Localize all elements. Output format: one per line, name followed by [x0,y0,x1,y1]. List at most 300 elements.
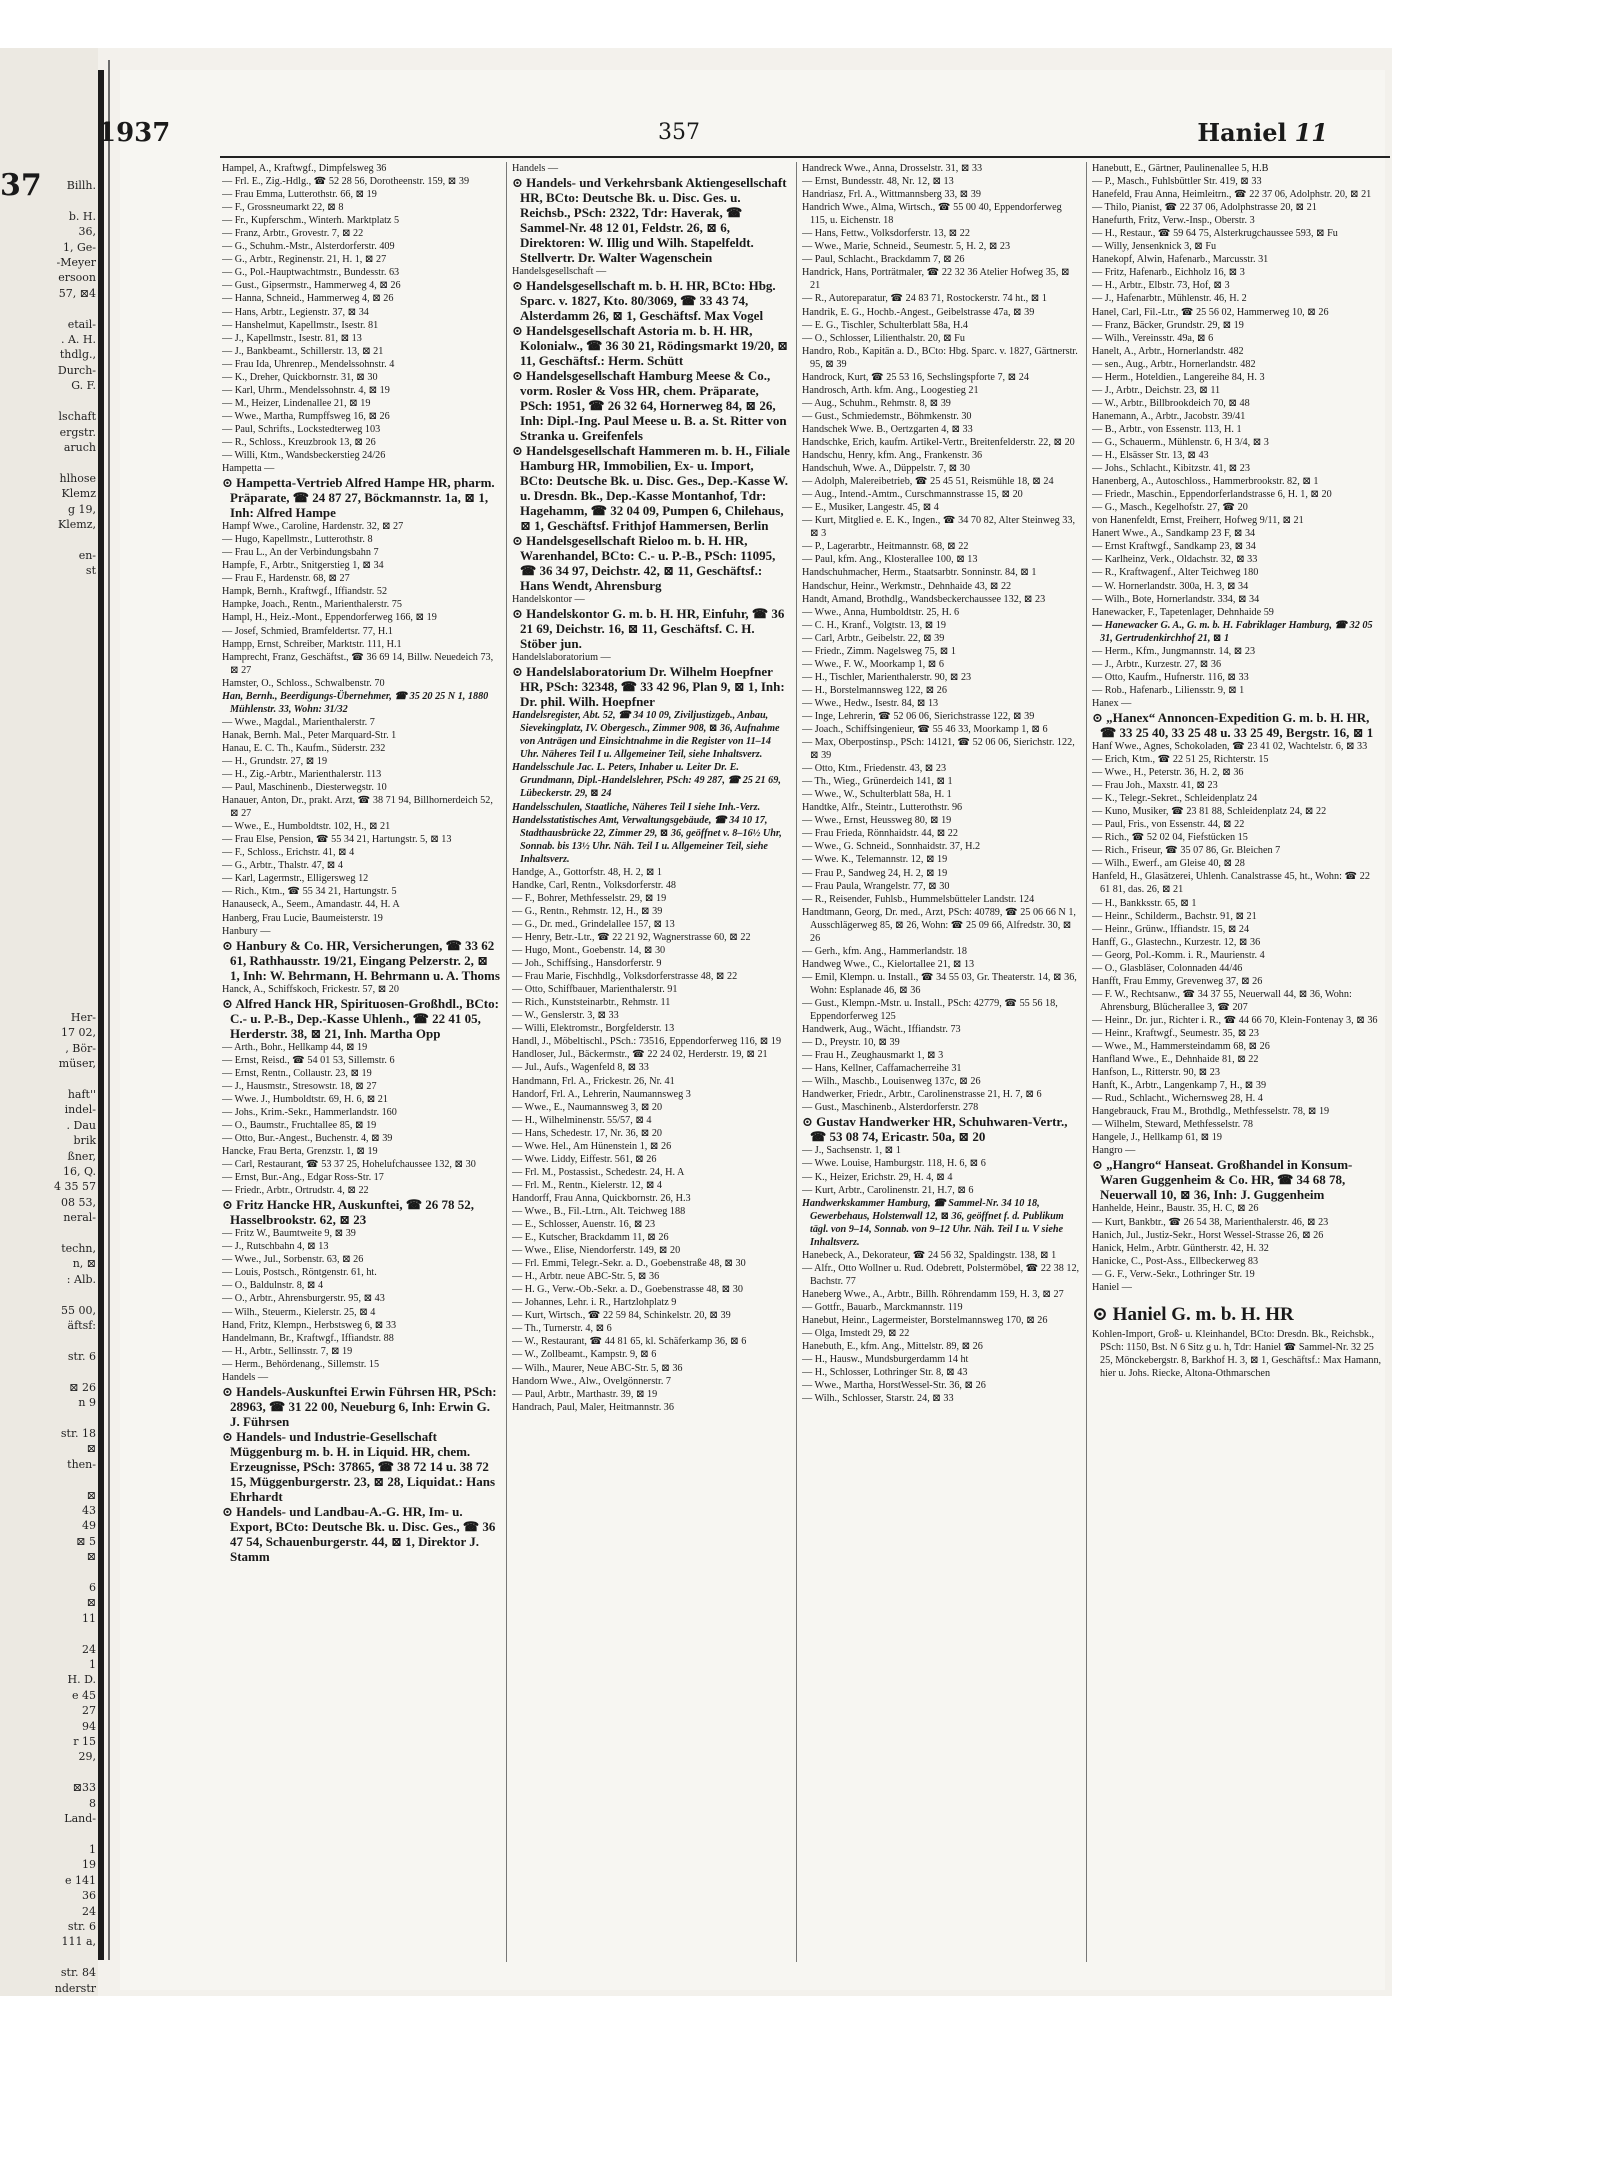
directory-entry: von Hanenfeldt, Ernst, Freiherr, Hofweg 9/11, ⊠ 21 [1092,515,1304,527]
directory-entry: — Kurt, Wirtsch., ☎ 22 59 84, Schinkelstr. 20, ⊠ 39 [512,1310,731,1322]
directory-entry: Hanekopf, Alwin, Hafenarb., Marcusstr. 31 [1092,254,1269,266]
header-range [1197,118,1328,147]
directory-entry: — H., Wilhelminenstr. 55/57, ⊠ 4 [512,1114,652,1126]
directory-entry: — J., Arbtr., Deichstr. 23, ⊠ 11 [1092,384,1221,396]
directory-entry: Hanebut, Heinr., Lagermeister, Borstelmannsweg 170, ⊠ 26 [802,1315,1048,1327]
directory-entry: — Franz, Arbtr., Grovestr. 7, ⊠ 22 [222,228,364,240]
directory-entry: — Henry, Betr.-Ltr., ☎ 22 21 92, Wagnerstrasse 60, ⊠ 22 [512,931,751,943]
directory-entry: Handelslaboratorium — [512,652,611,664]
directory-entry: ⊙ Gustav Handwerker HR, Schuhwaren-Vertr., ☎ 53 08 74, Ericastr. 50a, ⊠ 20 [802,1114,1068,1145]
directory-entry: Handelsgesellschaft — [512,266,607,278]
directory-entry: — E. G., Tischler, Schulterblatt 58a, H.4 [802,319,968,331]
directory-entry: Hanak, Bernh. Mal., Peter Marquard-Str. 1 [222,729,397,741]
directory-entry: — Carl, Restaurant, ☎ 53 37 25, Hohelufchaussee 132, ⊠ 30 [222,1159,476,1171]
directory-entry: — Wwe., E., Humboldtstr. 102, H., ⊠ 21 [222,821,391,833]
directory-entry: Handrach, Paul, Maler, Heitmannstr. 36 [512,1401,674,1413]
directory-entry: ⊙ Hanbury & Co. HR, Versicherungen, ☎ 33 62 61, Rathhausstr. 19/21, Eingang Pelzerstr. 2, ⊠ 1, Inh: W. Behrmann, H. Behrmann u. A. Thoms [222,937,500,983]
directory-entry: — Thilo, Pianist, ☎ 22 37 06, Adolphstrasse 20, ⊠ 21 [1092,202,1317,214]
directory-entry: — Ernst, Bur.-Ang., Edgar Ross-Str. 17 [222,1172,384,1184]
directory-entry: Handt, Amand, Brothdlg., Wandsbeckerchaussee 132, ⊠ 23 [802,593,1046,605]
directory-entry: — Frau Else, Pension, ☎ 55 34 21, Hartungstr. 5, ⊠ 13 [222,834,452,846]
directory-entry: — Georg, Pol.-Komm. i. R., Maurienstr. 4 [1092,949,1265,961]
directory-entry: Hampk, Bernh., Kraftwgf., Iffiandstr. 52 [222,586,388,598]
directory-entry: — G., Schauerm., Mühlenstr. 6, H 3/4, ⊠ 3 [1092,436,1269,448]
directory-entry: — Paul, Schrifts., Lockstedterweg 103 [222,423,381,435]
directory-entry: Handrock, Kurt, ☎ 25 53 16, Sechslingspforte 7, ⊠ 24 [802,371,1029,383]
directory-entry: — H., Zig.-Arbtr., Marienthalerstr. 113 [222,769,382,781]
directory-entry: — Gust., Schmiedemstr., Böhmkenstr. 30 [802,410,972,422]
header-range-word: Haniel [1197,118,1287,147]
directory-entry: — H., Grundstr. 27, ⊠ 19 [222,755,328,767]
directory-entry: — Ernst Kraftwgf., Sandkamp 23, ⊠ 34 [1092,541,1256,553]
directory-entry: ⊙ Handels- und Industrie-Gesellschaft Müggenburg m. b. H. in Liquid. HR, chem. Erzeugnisse, PSch: 37865, ☎ 38 72 14 u. 38 72 15, Müggenburgerstr. 23, ⊠ 28, Liquidat.: Hans Ehrhardt [222,1428,496,1504]
directory-entry: — F., Schloss., Erichstr. 41, ⊠ 4 [222,847,355,859]
directory-entry: — Kuno, Musiker, ☎ 23 81 88, Schleidenplatz 24, ⊠ 22 [1092,806,1327,818]
directory-entry: Handelmann, Br., Kraftwgf., Iffiandstr. 88 [222,1332,394,1344]
directory-entry: Hanfft, Frau Emmy, Grevenweg 37, ⊠ 26 [1092,975,1263,987]
directory-entry: — H., Borstelmannsweg 122, ⊠ 26 [802,684,947,696]
left-gutter-previous-page [0,48,98,1996]
directory-entry: — J., Hafenarbtr., Mühlenstr. 46, H. 2 [1092,293,1247,305]
directory-entry: — M., Heizer, Lindenallee 21, ⊠ 19 [222,397,371,409]
directory-entry: — Louis, Postsch., Röntgenstr. 61, ht. [222,1267,377,1279]
directory-entry: — W., Restaurant, ☎ 44 81 65, kl. Schäferkamp 36, ⊠ 6 [512,1336,747,1348]
directory-entry: — Hugo, Mont., Goebenstr. 14, ⊠ 30 [512,945,666,957]
directory-entry: — Aug., Schuhm., Rehmstr. 8, ⊠ 39 [802,397,951,409]
directory-entry: — Wilh., Schlosser, Starstr. 24, ⊠ 33 [802,1393,954,1405]
directory-entry: — J., Rutschbahn 4, ⊠ 13 [222,1241,329,1253]
directory-entry: Handelsschulen, Staatliche, Näheres Teil I siehe Inh.-Verz. [512,801,761,813]
directory-entry: — Hans, Fettw., Volksdorferstr. 13, ⊠ 22 [802,228,970,240]
directory-entry: ⊙ Haniel G. m. b. H. HR [1092,1303,1294,1325]
directory-entry: — Ernst, Reisd., ☎ 54 01 53, Sillemstr. 6 [222,1054,395,1066]
directory-entry: Hanefeld, Frau Anna, Heimleitrn., ☎ 22 37 06, Adolphstr. 20, ⊠ 21 [1092,189,1372,201]
directory-entry: Hampetta — [222,463,275,475]
directory-entry: — H., Tischler, Marienthalerstr. 90, ⊠ 23 [802,671,972,683]
directory-entry: — Frau Marie, Fischhdlg., Volksdorferstrasse 48, ⊠ 22 [512,971,738,983]
directory-entry: Hanbury — [222,925,271,937]
directory-entry: — Wwe., Anna, Humboldtstr. 25, H. 6 [802,606,960,618]
directory-entry: — O., Schlosser, Lilienthalstr. 20, ⊠ Fu [802,332,965,344]
directory-entry: — Wwe. Louise, Hamburgstr. 118, H. 6, ⊠ 6 [802,1158,986,1170]
directory-entry: — Carl, Arbtr., Geibelstr. 22, ⊠ 39 [802,632,945,644]
directory-entry: — Frau Paula, Wrangelstr. 77, ⊠ 30 [802,880,950,892]
directory-entry: — J., Hausmstr., Stresowstr. 18, ⊠ 27 [222,1080,377,1092]
directory-entry: — Frau Ida, Uhrenrep., Mendelssohnstr. 4 [222,358,395,370]
directory-entry: — Arth., Bohr., Hellkamp 44, ⊠ 19 [222,1041,368,1053]
directory-entry: — H., Schlosser, Lothringer Str. 8, ⊠ 43 [802,1367,968,1379]
directory-entry: Hamster, O., Schloss., Schwalbenstr. 70 [222,677,385,689]
directory-entry: Hanhelde, Heinr., Baustr. 35, H. C, ⊠ 26 [1092,1203,1259,1215]
directory-entry: Hanert Wwe., A., Sandkamp 23 F, ⊠ 34 [1092,528,1256,540]
directory-entry: — Paul, Fris., von Essenstr. 44, ⊠ 22 [1092,819,1245,831]
directory-entry: Hanel, Carl, Fil.-Ltr., ☎ 25 56 02, Hammerweg 10, ⊠ 26 [1092,306,1329,318]
directory-entry: Handweg Wwe., C., Kielortallee 21, ⊠ 13 [802,958,975,970]
directory-entry: Hand, Fritz, Klempn., Herbstsweg 6, ⊠ 33 [222,1319,397,1331]
directory-entry: Handschur, Heinr., Werkmstr., Dehnhaide 43, ⊠ 22 [802,580,1012,592]
directory-column-2 [512,162,790,1972]
directory-entry: Hampel, A., Kraftwgf., Dimpfelsweg 36 [222,163,387,174]
directory-entry: Handelsschule Jac. L. Peters, Inhaber u. Leiter Dr. E. Grundmann, Dipl.-Handelslehrer, PSch: 49 287, ☎ 25 21 69, Lübeckerstr. 29, ⊠ 24 [512,762,781,800]
directory-entry: Handelskontor — [512,594,585,606]
directory-entry: — Frl. Emmi, Telegr.-Sekr. a. D., Goebenstraße 48, ⊠ 30 [512,1258,746,1270]
directory-entry: — H., Hausw., Mundsburgerdamm 14 ht [802,1354,969,1366]
header-year: 1937 [98,118,171,148]
directory-entry: — R., Autoreparatur, ☎ 24 83 71, Rostockerstr. 74 ht., ⊠ 1 [802,293,1047,305]
directory-entry: Hanberg, Frau Lucie, Baumeisterstr. 19 [222,912,383,924]
directory-entry: — Wwe., Jul., Sorbenstr. 63, ⊠ 26 [222,1254,364,1266]
directory-entry: Hanefurth, Fritz, Verw.-Insp., Oberstr. 3 [1092,215,1255,227]
directory-entry: ⊙ Handels-Auskunftei Erwin Führsen HR, PSch: 28963, ☎ 31 22 00, Neueburg 6, Inh: Erwin G. J. Führsen [222,1383,497,1429]
directory-entry: Handschek Wwe. B., Oertzgarten 4, ⊠ 33 [802,423,973,435]
directory-entry: — Rich., Ktm., ☎ 55 34 21, Hartungstr. 5 [222,886,397,898]
directory-entry: — Paul, Arbtr., Marthastr. 39, ⊠ 19 [512,1388,658,1400]
directory-entry: — H., Restaur., ☎ 59 64 75, Alsterkrugchaussee 593, ⊠ Fu [1092,228,1338,240]
directory-entry: Handriasz, Frl. A., Wittmannsberg 33, ⊠ 39 [802,189,981,201]
directory-entry: — Gerh., kfm. Ang., Hammerlandstr. 18 [802,945,967,957]
gutter-page-fragment: 37 [0,168,42,203]
directory-entry: Hanft, K., Arbtr., Langenkamp 7, H., ⊠ 39 [1092,1080,1267,1092]
directory-entry: — Frau Emma, Lutterothstr. 66, ⊠ 19 [222,189,377,201]
directory-entry: — Heinr., Grünw., Iffiandstr. 15, ⊠ 24 [1092,923,1250,935]
directory-entry: ⊙ Handelslaboratorium Dr. Wilhelm Hoepfner HR, PSch: 32348, ☎ 33 42 96, Plan 9, ⊠ 1, Inh: Dr. phil. Wilh. Hoepfner [512,664,785,710]
directory-entry: Hanfeld, H., Glasätzerei, Uhlenh. Canalstrasse 45, ht., Wohn: ☎ 22 61 81, das. 26, ⊠ 21 [1092,871,1370,896]
directory-entry: Hanex — [1092,697,1132,709]
directory-column-4 [1092,162,1382,1972]
directory-entry: — Frau F., Hardenstr. 68, ⊠ 27 [222,573,350,585]
directory-entry: ⊙ Handelsgesellschaft m. b. H. HR, BCto: Hbg. Sparc. v. 1827, Kto. 80/3069, ☎ 33 43 74, Alsterdamm 26, ⊠ 1, Geschäftsf. Max Vogel [512,278,776,324]
directory-entry: — Wwe., W., Schulterblatt 58a, H. 1 [802,789,952,801]
directory-entry: — Fritz W., Baumtweite 9, ⊠ 39 [222,1228,356,1240]
directory-entry: Handro, Rob., Kapitän a. D., BCto: Hbg. Sparc. v. 1827, Gärtnerstr. 95, ⊠ 39 [802,345,1078,370]
column-divider [796,162,797,1962]
directory-entry: Hanauer, Anton, Dr., prakt. Arzt, ☎ 38 71 94, Billhornerdeich 52, ⊠ 27 [222,795,493,820]
directory-entry: — K., Heizer, Erichstr. 29, H. 4, ⊠ 4 [802,1171,953,1183]
directory-entry: — Frau P., Sandweg 24, H. 2, ⊠ 19 [802,867,948,879]
directory-entry: — Kurt, Bankbtr., ☎ 26 54 38, Marienthalerstr. 46, ⊠ 23 [1092,1216,1329,1228]
directory-entry: — P., Masch., Fuhlsbüttler Str. 419, ⊠ 33 [1092,176,1262,188]
directory-entry: — Wwe., F. W., Moorkamp 1, ⊠ 6 [802,658,944,670]
directory-column-3 [802,162,1080,1972]
directory-entry: — Wwe., Ernst, Heussweg 80, ⊠ 19 [802,815,952,827]
directory-entry: — Heinr., Schilderm., Bachstr. 91, ⊠ 21 [1092,910,1257,922]
directory-entry: — Friedr., Arbtr., Ortrudstr. 4, ⊠ 22 [222,1185,369,1197]
directory-entry: — E., Kutscher, Brackdamm 11, ⊠ 26 [512,1232,669,1244]
directory-entry: — G., Arbtr., Reginenstr. 21, H. 1, ⊠ 27 [222,254,387,266]
directory-entry: — E., Musiker, Langestr. 45, ⊠ 4 [802,502,939,514]
directory-entry: — B., Arbtr., von Essenstr. 113, H. 1 [1092,423,1242,435]
directory-entry: — Jul., Aufs., Wagenfeld 8, ⊠ 33 [512,1062,649,1074]
directory-entry: — Wwe., B., Fil.-Ltrn., Alt. Teichweg 188 [512,1205,686,1217]
directory-entry: Hanck, A., Schiffskoch, Frickestr. 57, ⊠ 20 [222,983,399,995]
directory-entry: — Wilh., Maschb., Louisenweg 137c, ⊠ 26 [802,1076,981,1088]
directory-entry: — Rich., Kunststeinarbtr., Rehmstr. 11 [512,997,671,1009]
directory-entry: — Wwe., Magdal., Marienthalerstr. 7 [222,716,375,728]
directory-entry: — Wwe., E., Naumannsweg 3, ⊠ 20 [512,1101,663,1113]
directory-entry: Hanelt, A., Arbtr., Hornerlandstr. 482 [1092,345,1244,357]
directory-entry: — H., Elsässer Str. 13, ⊠ 43 [1092,450,1209,462]
directory-entry: — Frau L., An der Verbindungsbahn 7 [222,547,379,559]
directory-entry: — Th., Turnerstr. 4, ⊠ 6 [512,1323,612,1335]
directory-entry: — Paul, Schlacht., Brackdamm 7, ⊠ 26 [802,254,965,266]
directory-entry: — G., Masch., Kegelhofstr. 27, ☎ 20 [1092,502,1248,514]
directory-entry: — Otto, Bur.-Angest., Buchenstr. 4, ⊠ 39 [222,1133,393,1144]
directory-entry: — Wwe., Martha, HorstWessel-Str. 36, ⊠ 26 [802,1380,986,1392]
directory-entry: — Frau H., Zeughausmarkt 1, ⊠ 3 [802,1050,944,1062]
directory-entry: Handrich Wwe., Alma, Wirtsch., ☎ 55 00 40, Eppendorferweg 115, u. Eichenstr. 18 [802,202,1062,227]
directory-entry: — Wwe., M., Hammersteindamm 68, ⊠ 26 [1092,1041,1270,1053]
directory-entry: Hampf Wwe., Caroline, Hardenstr. 32, ⊠ 27 [222,521,404,533]
directory-entry: — Herm., Kfm., Jungmannstr. 14, ⊠ 23 [1092,645,1256,657]
directory-entry: — R., Reisender, Fuhlsb., Hummelsbütteler Landstr. 124 [802,893,1035,905]
binding-shadow [98,70,104,1960]
directory-entry: — Willi, Ktm., Wandsbeckerstieg 24/26 [222,450,386,462]
directory-entry: ⊙ Alfred Hanck HR, Spirituosen-Großhdl., BCto: C.- u. P.-B., Dep.-Kasse Uhlenh., ☎ 22 41 05, Herderstr. 38, ⊠ 21, Inh. Martha Opp [222,995,499,1041]
header-range-number: 11 [1294,118,1328,147]
directory-entry: Handtmann, Georg, Dr. med., Arzt, PSch: 40789, ☎ 25 06 66 N 1, Ausschlägerweg 85, ⊠ 26, Wohn: ☎ 25 09 66, Alfredstr. 30, ⊠ 26 [802,906,1076,944]
directory-entry: Hampfe, F., Arbtr., Snitgerstieg 1, ⊠ 34 [222,560,384,572]
directory-entry: Hanff, G., Glastechn., Kurzestr. 12, ⊠ 36 [1092,936,1261,948]
directory-entry: ⊙ Handelsgesellschaft Hammeren m. b. H., Filiale Hamburg HR, Immobilien, Ex- u. Import, BCto: Deutsche Bk. u. Disc. Ges., Dep.-Kasse W. u. Dresdn. Bk., Dep.-Kasse Montanhof, Tdr: Hagehamm, ☎ 32 04 09, Pumpen 6, Chilehaus, ⊠ 1, Geschäftsf. Frithjof Hammersen, Berlin [512,443,790,534]
page-header [98,118,1328,154]
directory-entry: — H., Arbtr., Elbstr. 73, Hof, ⊠ 3 [1092,280,1230,292]
directory-entry: — F., Grossneumarkt 22, ⊠ 8 [222,202,344,214]
directory-entry: — Friedr., Zimm. Nagelsweg 75, ⊠ 1 [802,645,956,657]
directory-entry: — Hanshelmut, Kapellmstr., Isestr. 81 [222,319,379,331]
directory-entry: Handl, J., Möbeltischl., PSch.: 73516, Eppendorferweg 116, ⊠ 19 [512,1036,782,1048]
directory-entry: — H., Arbtr., Sellinsstr. 7, ⊠ 19 [222,1345,353,1357]
directory-entry: — W., Genslerstr. 3, ⊠ 33 [512,1010,619,1022]
directory-entry: Hanewacker, F., Tapetenlager, Dehnhaide 59 [1092,606,1274,618]
directory-entry: Handrick, Hans, Porträtmaler, ☎ 22 32 36 Atelier Hofweg 35, ⊠ 21 [802,267,1070,292]
directory-entry: — Max, Oberpostinsp., PSch: 14121, ☎ 52 06 06, Sierichstr. 122, ⊠ 39 [802,737,1075,762]
directory-entry: — Wilh., Bote, Hornerlandstr. 334, ⊠ 34 [1092,593,1260,605]
directory-entry: ⊙ „Hanex“ Annoncen-Expedition G. m. b. H. HR, ☎ 33 25 40, 33 25 48 u. 33 25 49, Bergstr. 16, ⊠ 1 [1092,709,1374,740]
directory-entry: ⊙ Fritz Hancke HR, Auskunftei, ☎ 26 78 52, Hasselbrookstr. 62, ⊠ 23 [222,1197,475,1228]
directory-entry: — Willi, Elektromstr., Borgfelderstr. 13 [512,1023,675,1035]
directory-entry: — Paul, Maschinenb., Diesterwegstr. 10 [222,782,387,794]
header-page-number: 357 [658,120,700,145]
directory-entry: — Wwe., Marie, Schneid., Seumestr. 5, H. 2, ⊠ 23 [802,241,1011,253]
directory-entry: — K., Dreher, Quickbornstr. 31, ⊠ 30 [222,371,378,383]
directory-entry: ⊙ Handelsgesellschaft Rieloo m. b. H. HR, Warenhandel, BCto: C.- u. P.-B., PSch: 11095, ☎ 36 34 97, Deichstr. 42, ⊠ 11, Geschäftsf.: Hans Wendt, Ahrensburg [512,533,776,594]
directory-entry: — Frau Frieda, Rönnhaidstr. 44, ⊠ 22 [802,828,958,840]
directory-entry: Hanebuth, E., kfm. Ang., Mittelstr. 89, ⊠ 26 [802,1341,983,1353]
directory-entry: — Josef, Schmied, Bramfeldertsr. 77, H.1 [222,625,393,637]
directory-entry: — G., Arbtr., Thalstr. 47, ⊠ 4 [222,860,343,872]
directory-entry: — Hanewacker G. A., G. m. b. H. Fabriklager Hamburg, ☎ 32 05 31, Gertrudenkirchhof 21, ⊠ 1 [1092,619,1373,644]
directory-column-1 [222,162,500,1972]
binding-edge [108,60,110,1960]
directory-entry: — Wwe. K., Telemannstr. 12, ⊠ 19 [802,854,948,866]
directory-entry: — Wwe., Elise, Niendorferstr. 149, ⊠ 20 [512,1245,681,1257]
directory-entry: Handschu, Henry, kfm. Ang., Frankenstr. 36 [802,450,983,462]
directory-entry: Handels — [512,163,559,174]
directory-entry: — H. G., Verw.-Ob.-Sekr. a. D., Goebenstrasse 48, ⊠ 30 [512,1284,743,1296]
directory-entry: — Kurt, Arbtr., Carolinenstr. 21, H.7, ⊠ 6 [802,1184,974,1196]
directory-entry: Handorff, Frau Anna, Quickbornstr. 26, H.3 [512,1192,691,1204]
directory-entry: Handreck Wwe., Anna, Drosselstr. 31, ⊠ 33 [802,163,983,174]
directory-entry: — Franz, Bäcker, Grundstr. 29, ⊠ 19 [1092,319,1244,331]
directory-entry: Hanebutt, E., Gärtner, Paulinenallee 5, H.B [1092,163,1269,174]
directory-entry: — Olga, Imstedt 29, ⊠ 22 [802,1328,910,1340]
directory-entry: Handschuhmacher, Herm., Staatsarbtr. Sonninstr. 84, ⊠ 1 [802,567,1037,579]
directory-entry: — Wwe. Hel., Am Hünenstein 1, ⊠ 26 [512,1140,672,1152]
directory-entry: — J., Arbtr., Kurzestr. 27, ⊠ 36 [1092,658,1222,670]
directory-entry: — G., Dr. med., Grindelallee 157, ⊠ 13 [512,918,675,930]
directory-entry: — O., Glasbläser, Colonnaden 44/46 [1092,962,1243,974]
directory-entry: Handke, Carl, Rentn., Volksdorferstr. 48 [512,879,677,891]
column-divider [1086,162,1087,1962]
directory-entry: — Rich., Friseur, ☎ 35 07 86, Gr. Bleichen 7 [1092,845,1281,857]
directory-entry: — Wwe., Hedw., Isestr. 84, ⊠ 13 [802,697,939,709]
directory-entry: Han, Bernh., Beerdigungs-Übernehmer, ☎ 35 20 25 N 1, 1880 Mühlenstr. 33, Wohn: 31/32 [222,690,489,715]
directory-entry: ⊙ Handels- und Verkehrsbank Aktiengesellschaft HR, BCto: Deutsche Bk. u. Disc. Ges. u. Reichsb., PSch: 2322, Tdr: Haverak, ☎ Sammel-Nr. 48 12 01, Feldstr. 26, ⊠ 6, Direktoren: W. Illig und Wilh. Stapelfeldt. Stellvertr. Dr. Walter Wagenschein [512,175,787,266]
directory-entry: ⊙ Handelsgesellschaft Hamburg Meese & Co., vorm. Rosler & Voss HR, chem. Präparate, PSch: 1951, ☎ 26 32 64, Hornerweg 84, ⊠ 26, Inh: Dipl.-Ing. Paul Meese u. B. a. St. Ritter von Stranka u. Greifenfels [512,368,787,444]
directory-entry: — Wwe., H., Peterstr. 36, H. 2, ⊠ 36 [1092,767,1244,779]
directory-entry: ⊙ Handels- und Landbau-A.-G. HR, Im- u. Export, BCto: Deutsche Bk. u. Disc. Ges., ☎ 36 47 54, Schauenburgerstr. 44, ⊠ 1, Direktor J. Stamm [222,1503,496,1564]
directory-entry: — Johs., Schlacht., Kibitzstr. 41, ⊠ 23 [1092,463,1250,475]
directory-entry: Hanauseck, A., Seem., Amandastr. 44, H. A [222,899,400,911]
directory-entry: — Wwe. Liddy, Eiffestr. 561, ⊠ 26 [512,1153,657,1165]
directory-entry: — J., Sachsenstr. 1, ⊠ 1 [802,1145,901,1157]
directory-entry: — Fritz, Hafenarb., Eichholz 16, ⊠ 3 [1092,267,1245,279]
directory-entry: — Gust., Klempn.-Mstr. u. Install., PSch: 42779, ☎ 55 56 18, Eppendorferweg 125 [802,998,1058,1023]
directory-entry: Handorn Wwe., Alw., Ovelgönnerstr. 7 [512,1375,672,1387]
directory-entry: — Wilhelm, Steward, Methfesselstr. 78 [1092,1119,1253,1131]
directory-entry: ⊙ Handelsgesellschaft Astoria m. b. H. HR, Kolonialw., ☎ 36 30 21, Rödingsmarkt 19/20, ⊠ 11, Geschäftsf.: Herm. Schütt [512,323,788,369]
directory-entry: Hanemann, A., Arbtr., Jacobstr. 39/41 [1092,410,1246,422]
directory-entry: — Friedr., Maschin., Eppendorferlandstrasse 6, H. 1, ⊠ 20 [1092,489,1332,501]
directory-entry: — Johs., Krim.-Sekr., Hammerlandstr. 160 [222,1106,397,1118]
directory-entry: Hanau, E. C. Th., Kaufm., Süderstr. 232 [222,742,386,754]
directory-entry: — G., Schuhm.-Mstr., Alsterdorferstr. 409 [222,241,395,253]
directory-entry: — H., Arbtr. neue ABC-Str. 5, ⊠ 36 [512,1271,660,1283]
directory-entry: Handschke, Erich, kaufm. Artikel-Vertr., Breitenfelderstr. 22, ⊠ 20 [802,436,1075,448]
directory-entry: Hangro — [1092,1145,1136,1157]
directory-entry: — C. H., Kranf., Volgtstr. 13, ⊠ 19 [802,619,946,631]
directory-entry: — Wilh., Maurer, Neue ABC-Str. 5, ⊠ 36 [512,1362,683,1374]
directory-entry: Handmann, Frl. A., Frickestr. 26, Nr. 41 [512,1075,675,1087]
directory-entry: — F., Bohrer, Methfesselstr. 29, ⊠ 19 [512,892,667,904]
directory-entry: Hancke, Frau Berta, Grenzstr. 1, ⊠ 19 [222,1146,378,1158]
directory-entry: — Kurt, Mitglied e. E. K., Ingen., ☎ 34 70 82, Alter Steinweg 33, ⊠ 3 [802,515,1076,540]
directory-entry: — K., Telegr.-Sekret., Schleidenplatz 24 [1092,793,1258,805]
directory-entry: — O., Baumstr., Fruchtallee 85, ⊠ 19 [222,1119,377,1131]
directory-entry: Hanich, Jul., Justiz-Sekr., Horst Wessel-Strasse 26, ⊠ 26 [1092,1229,1324,1241]
directory-entry: Handwerk, Aug., Wächt., Iffiandstr. 73 [802,1024,961,1036]
directory-entry: — Wwe., Martha, Rumpffsweg 16, ⊠ 26 [222,410,390,422]
directory-entry: — Frl. M., Rentn., Kielerstr. 12, ⊠ 4 [512,1179,663,1191]
directory-entry: — W. Hornerlandstr. 300a, H. 3, ⊠ 34 [1092,580,1249,592]
directory-entry: Hanfland Wwe., E., Dehnhaide 81, ⊠ 22 [1092,1054,1259,1066]
directory-entry: — W., Zollbeamt., Kampstr. 9, ⊠ 6 [512,1349,657,1361]
directory-entry: — Paul, kfm. Ang., Klosterallee 100, ⊠ 13 [802,554,978,566]
directory-entry: — Wilh., Vereinsstr. 49a, ⊠ 6 [1092,332,1214,344]
directory-entry: Handrik, E. G., Hochb.-Angest., Geibelstrasse 47a, ⊠ 39 [802,306,1035,318]
directory-entry: Hampp, Ernst, Schreiber, Marktstr. 111, H.1 [222,638,402,650]
directory-entry: — Hans, Arbtr., Legienstr. 37, ⊠ 34 [222,306,369,318]
directory-entry: Hanfson, L., Ritterstr. 90, ⊠ 23 [1092,1067,1220,1079]
directory-entry: Haniel — [1092,1281,1132,1293]
directory-entry: — Joh., Schiffsing., Hansdorferstr. 9 [512,958,662,970]
directory-entry: — D., Preystr. 10, ⊠ 39 [802,1037,900,1049]
directory-entry: — Frl. E., Zig.-Hdlg., ☎ 52 28 56, Dorotheenstr. 159, ⊠ 39 [222,176,470,188]
directory-entry: — Heinr., Kraftwgf., Seumestr. 35, ⊠ 23 [1092,1028,1259,1039]
directory-entry: Hanebeck, A., Dekorateur, ☎ 24 56 32, Spaldingstr. 138, ⊠ 1 [802,1249,1057,1261]
directory-entry: — Hanna, Schneid., Hammerweg 4, ⊠ 26 [222,293,394,305]
gutter-text-fragments: Billh. b. H. 36, 1, Ge- -Meyer ersoon 57, ⊠4 etail- . A. H. thdlg., Durch- G. F. lschaft ergstr. aruch hlhose Klemz g 19, Klemz, en- st Her- 17 02, , Bör- müser, haft'' indel- . Dau brik ßner, 16, Q. 4 35 57 08 53, neral- techn, n, ⊠ : Alb. 55 00, äftsf: str. 6 ⊠ 26 n 9 str. 18 ⊠ then- ⊠ 43 49 ⊠ 5 ⊠ 6 ⊠ 11 24 1 H. D. e 45 27 94 r 15 29, ⊠33 8 Land- 1 19 e 141 36 24 str. 6 111 a, str. 84 nderstr [54,179,96,1995]
directory-entry: — Fr., Kupferschm., Winterh. Marktplatz 5 [222,215,400,227]
directory-entry: Hanicke, C., Post-Ass., Ellbeckerweg 83 [1092,1255,1259,1267]
directory-entry: Hanf Wwe., Agnes, Schokoladen, ☎ 23 41 02, Wachtelstr. 6, ⊠ 33 [1092,740,1368,752]
directory-entry: — Karl, Lagermstr., Elligersweg 12 [222,873,369,885]
directory-entry: Handge, A., Gottorfstr. 48, H. 2, ⊠ 1 [512,866,663,878]
directory-entry: — P., Lagerarbtr., Heitmannstr. 68, ⊠ 22 [802,541,969,553]
directory-entry: Handorf, Frl. A., Lehrerin, Naumannsweg 3 [512,1088,691,1100]
directory-entry: ⊙ Hampetta-Vertrieb Alfred Hampe HR, pharm. Präparate, ☎ 24 87 27, Böckmannstr. 1a, ⊠ 1, Inh: Alfred Hampe [222,475,495,521]
directory-entry: — Rud., Schlacht., Wichernsweg 28, H. 4 [1092,1093,1263,1105]
directory-entry: — H., Bankksstr. 65, ⊠ 1 [1092,897,1197,909]
directory-entry: Hamprecht, Franz, Geschäftst., ☎ 36 69 14, Billw. Neuedeich 73, ⊠ 27 [222,651,494,676]
directory-entry: — Wwe., G. Schneid., Sonnhaidstr. 37, H.2 [802,841,981,853]
header-rule [220,156,1390,158]
directory-entry: — Rich., ☎ 52 02 04, Fiefstücken 15 [1092,832,1248,844]
directory-entry: Handloser, Jul., Bäckermstr., ☎ 22 24 02, Herderstr. 19, ⊠ 21 [512,1049,768,1061]
directory-entry: — sen., Aug., Arbtr., Hornerlandstr. 482 [1092,358,1256,370]
directory-entry: — G., Pol.-Hauptwachtmstr., Bundesstr. 63 [222,267,400,279]
directory-entry: — Ernst, Bundesstr. 48, Nr. 12, ⊠ 13 [802,176,954,188]
directory-entry: — Frau Joh., Maxstr. 41, ⊠ 23 [1092,780,1218,792]
directory-entry: — Karl, Uhrm., Mendelssohnstr. 4, ⊠ 19 [222,384,390,396]
directory-entry: — R., Kraftwagenf., Alter Teichweg 180 [1092,567,1259,579]
directory-entry: Kohlen-Import, Groß- u. Kleinhandel, BCto: Dresdn. Bk., Reichsbk., PSch: 1150, Bst. N 6 Sitz g u. h, Tdr: Haniel ☎ Sammel-Nr. 32 25 25, Mönckebergstr. 8, Barkhof H. 3, ⊠ 1, Geschäftsf.: Max Hamann, hier u. Johs. Riecke, Altona-Othmarschen [1092,1328,1382,1379]
directory-entry: — O., Baldulnstr. 8, ⊠ 4 [222,1280,324,1292]
directory-entry: Handwerker, Friedr., Arbtr., Carolinenstrasse 21, H. 7, ⊠ 6 [802,1089,1042,1101]
directory-entry: — E., Schlosser, Auenstr. 16, ⊠ 23 [512,1219,656,1231]
directory-entry: Hanick, Helm., Arbtr. Güntherstr. 42, H. 32 [1092,1242,1269,1254]
directory-entry: — Hugo, Kapellmstr., Lutterothstr. 8 [222,534,373,546]
directory-entry: — J., Kapellmstr., Isestr. 81, ⊠ 13 [222,332,362,344]
directory-entry: Hampke, Joach., Rentn., Marienthalerstr. 75 [222,599,402,611]
directory-entry: — Karlheinz, Verk., Oldachstr. 32, ⊠ 33 [1092,554,1258,566]
directory-entry: — J., Bankbeamt., Schillerstr. 13, ⊠ 21 [222,345,384,357]
column-divider [506,162,507,1962]
directory-entry: — Alfr., Otto Wollner u. Rud. Odebrett, Polstermöbel, ☎ 22 38 12, Bachstr. 77 [802,1262,1080,1287]
directory-entry: — Johannes, Lehr. i. R., Hartzlohplatz 9 [512,1297,677,1309]
directory-entry: ⊙ Handelskontor G. m. b. H. HR, Einfuhr, ☎ 36 21 69, Deichstr. 16, ⊠ 11, Geschäftsf. C. H. Stöber jun. [512,606,785,652]
directory-entry: — Wilh., Ewerf., am Gleise 40, ⊠ 28 [1092,858,1245,870]
directory-entry: — Adolph, Malereibetrieb, ☎ 25 45 51, Reismühle 18, ⊠ 24 [802,476,1054,488]
directory-entry: Handwerkskammer Hamburg, ☎ Sammel-Nr. 34 10 18, Gewerbehaus, Holstenwall 12, ⊠ 36, geöffnet f. d. Publikum tägl. von 9–14, Sonnab. von 9–12 Uhr. Näh. Teil I u. V siehe Inhaltsverz. [802,1197,1064,1248]
directory-entry: — Gust., Gipsermstr., Hammerweg 4, ⊠ 26 [222,280,401,292]
directory-entry: — Wwe. J., Humboldtstr. 69, H. 6, ⊠ 21 [222,1093,388,1105]
directory-entry: Handtke, Alfr., Steintr., Lutterothstr. 96 [802,802,963,814]
directory-entry: — Gust., Maschinenb., Alsterdorferstr. 278 [802,1102,979,1114]
directory-entry: Handelsregister, Abt. 52, ☎ 34 10 09, Ziviljustizgeb., Anbau, Sievekingplatz, IV. Obergesch., Zimmer 908, ⊠ 36, Aufnahme von Anträgen und Einsichtnahme in die Register von 11–14 Uhr. Näheres Teil I u. Allgemeiner Teil, siehe Inhaltsverz. [512,710,780,761]
directory-entry: Handelsstatistisches Amt, Verwaltungsgebäude, ☎ 34 10 17, Stadthausbrücke 22, Zimmer 29, ⊠ 36, geöffnet v. 8–16½ Uhr, Sonnab. bis 13½ Uhr. Näh. Teil I u. Allgemeiner Teil, siehe Inhaltsverz. [512,814,782,865]
directory-entry: — Inge, Lehrerin, ☎ 52 06 06, Sierichstrasse 122, ⊠ 39 [802,710,1035,722]
directory-entry: Handrosch, Arth. kfm. Ang., Loogestieg 21 [802,384,979,396]
directory-entry: — Erich, Ktm., ☎ 22 51 25, Richterstr. 15 [1092,754,1269,766]
directory-entry: — Wilh., Steuerm., Kielerstr. 25, ⊠ 4 [222,1306,376,1318]
directory-entry: — Herm., Behördenang., Sillemstr. 15 [222,1358,380,1370]
directory-entry: — Ernst, Rentn., Collaustr. 23, ⊠ 19 [222,1067,372,1079]
directory-entry: — F. W., Rechtsanw., ☎ 34 37 55, Neuerwall 44, ⊠ 36, Wohn: Ahrensburg, Blücherallee 3, ☎ 207 [1092,988,1352,1013]
directory-entry: — Heinr., Dr. jur., Richter i. R., ☎ 44 66 70, Klein-Fontenay 3, ⊠ 36 [1092,1014,1378,1026]
directory-entry: — Aug., Intend.-Amtm., Curschmannstrasse 15, ⊠ 20 [802,489,1023,501]
directory-entry: — Hans, Schedestr. 17, Nr. 36, ⊠ 20 [512,1127,663,1139]
